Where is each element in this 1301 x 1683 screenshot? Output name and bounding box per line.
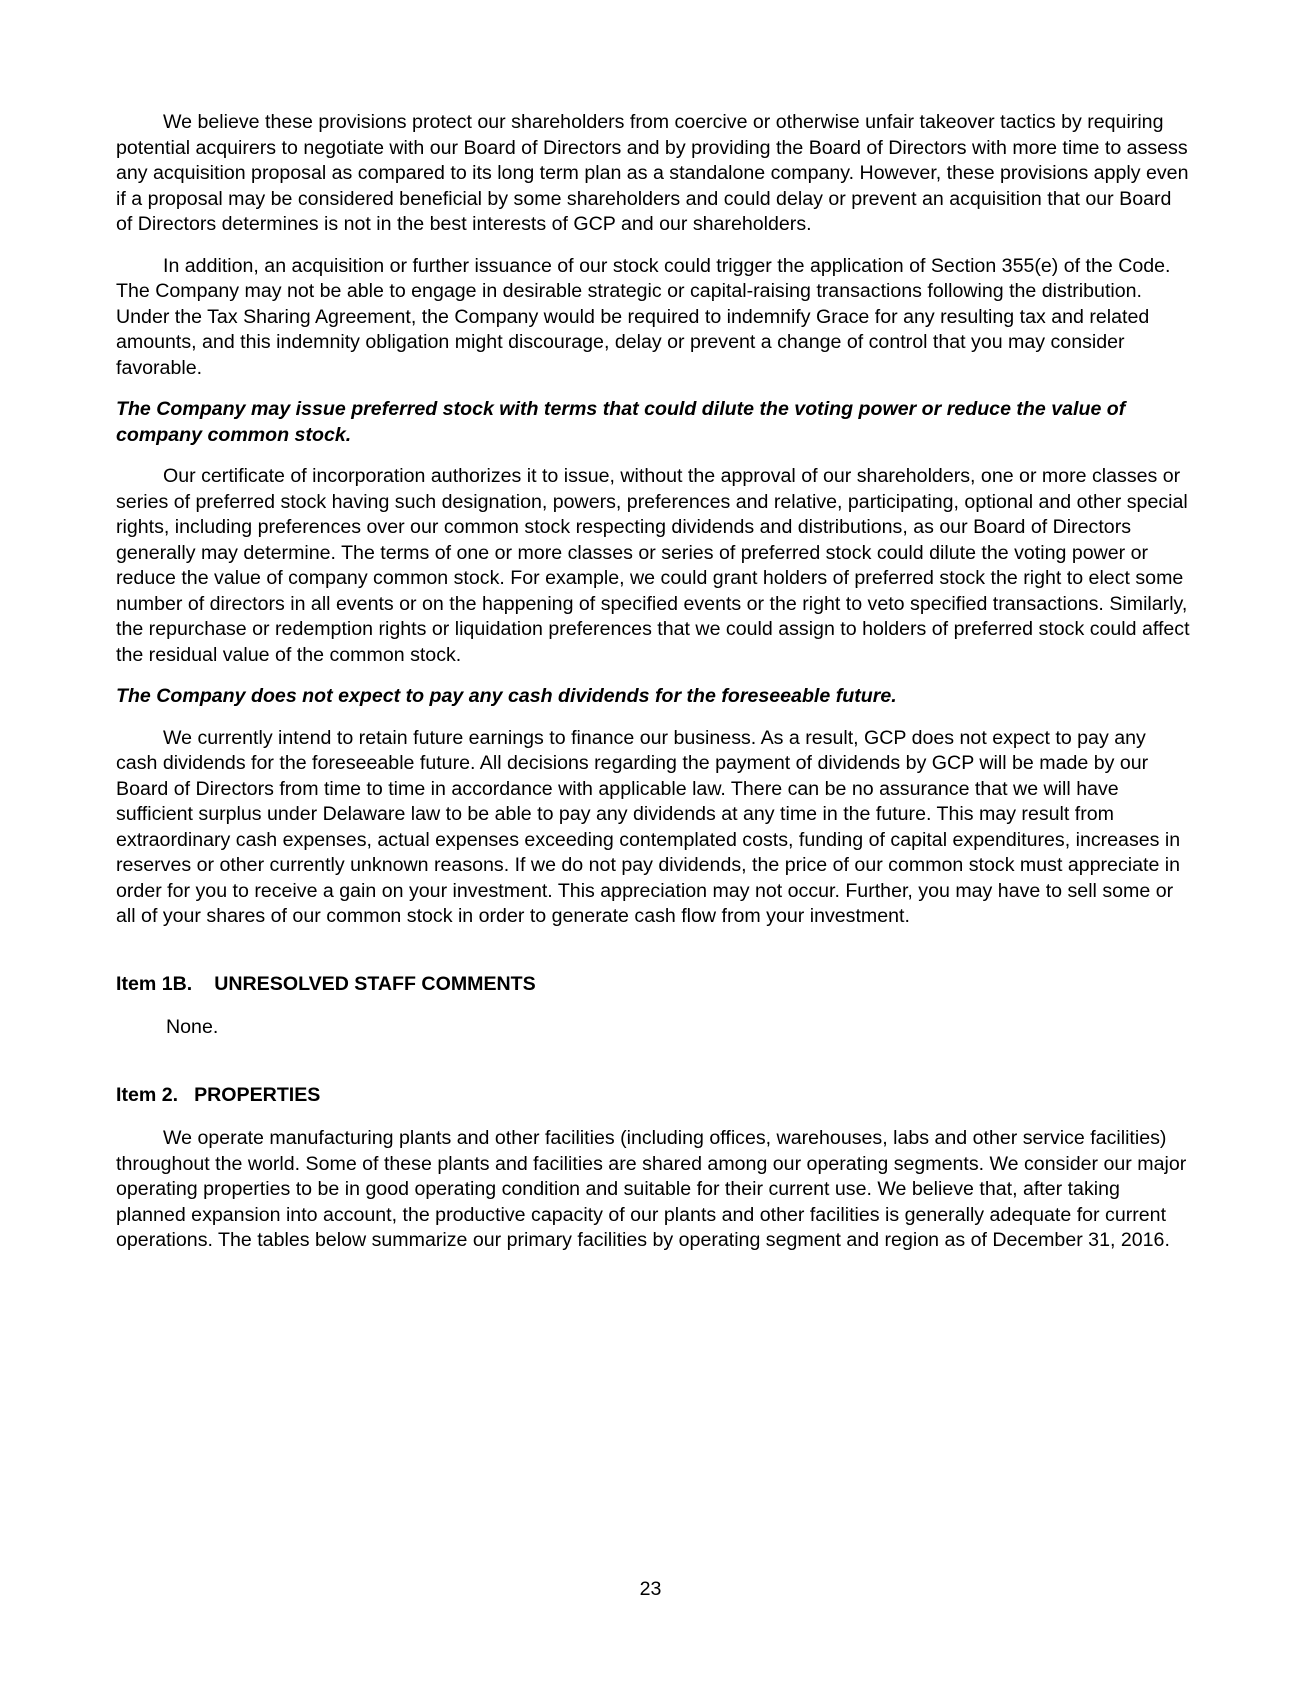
paragraph-takeover-provisions: We believe these provisions protect our shareholders from coercive or otherwise unfair takeover tactics by requiring potential acquirers to negotiate with our Board of Directors and by providing the Board of Directors with more time to assess any acquisition proposal as compared to its long term plan as a standalone company. However, these provisions apply even if a proposal may be considered beneficial by some shareholders and could delay or prevent an acquisition that our Board of Directors determines is not in the best interests of GCP and our shareholders.	[116, 111, 1189, 235]
item-1b-heading	[116, 972, 1191, 998]
item-2-number: Item 2.	[116, 1083, 179, 1106]
item-1b-number: Item 1B.	[116, 972, 193, 995]
item-1b-body: None.	[166, 1016, 219, 1038]
paragraph-preferred-stock: Our certificate of incorporation authorizes it to issue, without the approval of our shareholders, one or more classes or series of preferred stock having such designation, powers, preferences and relative, participating, optional and other special rights, including preferences over our common stock respecting dividends and distributions, as our Board of Directors generally may determine. The terms of one or more classes or series of preferred stock could dilute the voting power or reduce the value of company common stock. For example, we could grant holders of preferred stock the right to elect some number of directors in all events or on the happening of specified events or the right to veto specified transactions. Similarly, the repurchase or redemption rights or liquidation preferences that we could assign to holders of preferred stock could affect the residual value of the common stock.	[116, 465, 1190, 666]
item-1b-title: UNRESOLVED STAFF COMMENTS	[214, 972, 536, 995]
subheading-preferred-stock: The Company may issue preferred stock with terms that could dilute the voting power or reduce the value of company common stock.	[116, 398, 1126, 446]
item-2-body: We operate manufacturing plants and other facilities (including offices, warehouses, labs and other service facilities) throughout the world. Some of these plants and facilities are shared among our operating segments. We consider our major operating properties to be in good operating condition and suitable for their current use. We believe that, after taking planned expansion into account, the productive capacity of our plants and other facilities is generally adequate for current operations. The tables below summarize our primary facilities by operating segment and region as of December 31, 2016.	[116, 1127, 1187, 1251]
item-2-title: PROPERTIES	[194, 1083, 321, 1106]
item-2-heading	[116, 1083, 1191, 1109]
document-page	[116, 110, 1191, 1270]
paragraph-cash-dividends: We currently intend to retain future earnings to finance our business. As a result, GCP does not expect to pay any cash dividends for the foreseeable future. All decisions regarding the payment of dividends by GCP will be made by our Board of Directors from time to time in accordance with applicable law. There can be no assurance that we will have sufficient surplus under Delaware law to be able to pay any dividends at any time in the future. This may result from extraordinary cash expenses, actual expenses exceeding contemplated costs, funding of capital expenditures, increases in reserves or other currently unknown reasons. If we do not pay dividends, the price of our common stock must appreciate in order for you to receive a gain on your investment. This appreciation may not occur. Further, you may have to sell some or all of your shares of our common stock in order to generate cash flow from your investment.	[116, 726, 1181, 927]
subheading-cash-dividends: The Company does not expect to pay any cash dividends for the foreseeable future.	[116, 685, 897, 707]
paragraph-section-355e: In addition, an acquisition or further issuance of our stock could trigger the application of Section 355(e) of the Code. The Company may not be able to engage in desirable strategic or capital-raising transactions following the distribution. Under the Tax Sharing Agreement, the Company would be required to indemnify Grace for any resulting tax and related amounts, and this indemnity obligation might discourage, delay or prevent a change of control that you may consider favorable.	[116, 254, 1171, 379]
page-number: 23	[639, 1578, 662, 1600]
